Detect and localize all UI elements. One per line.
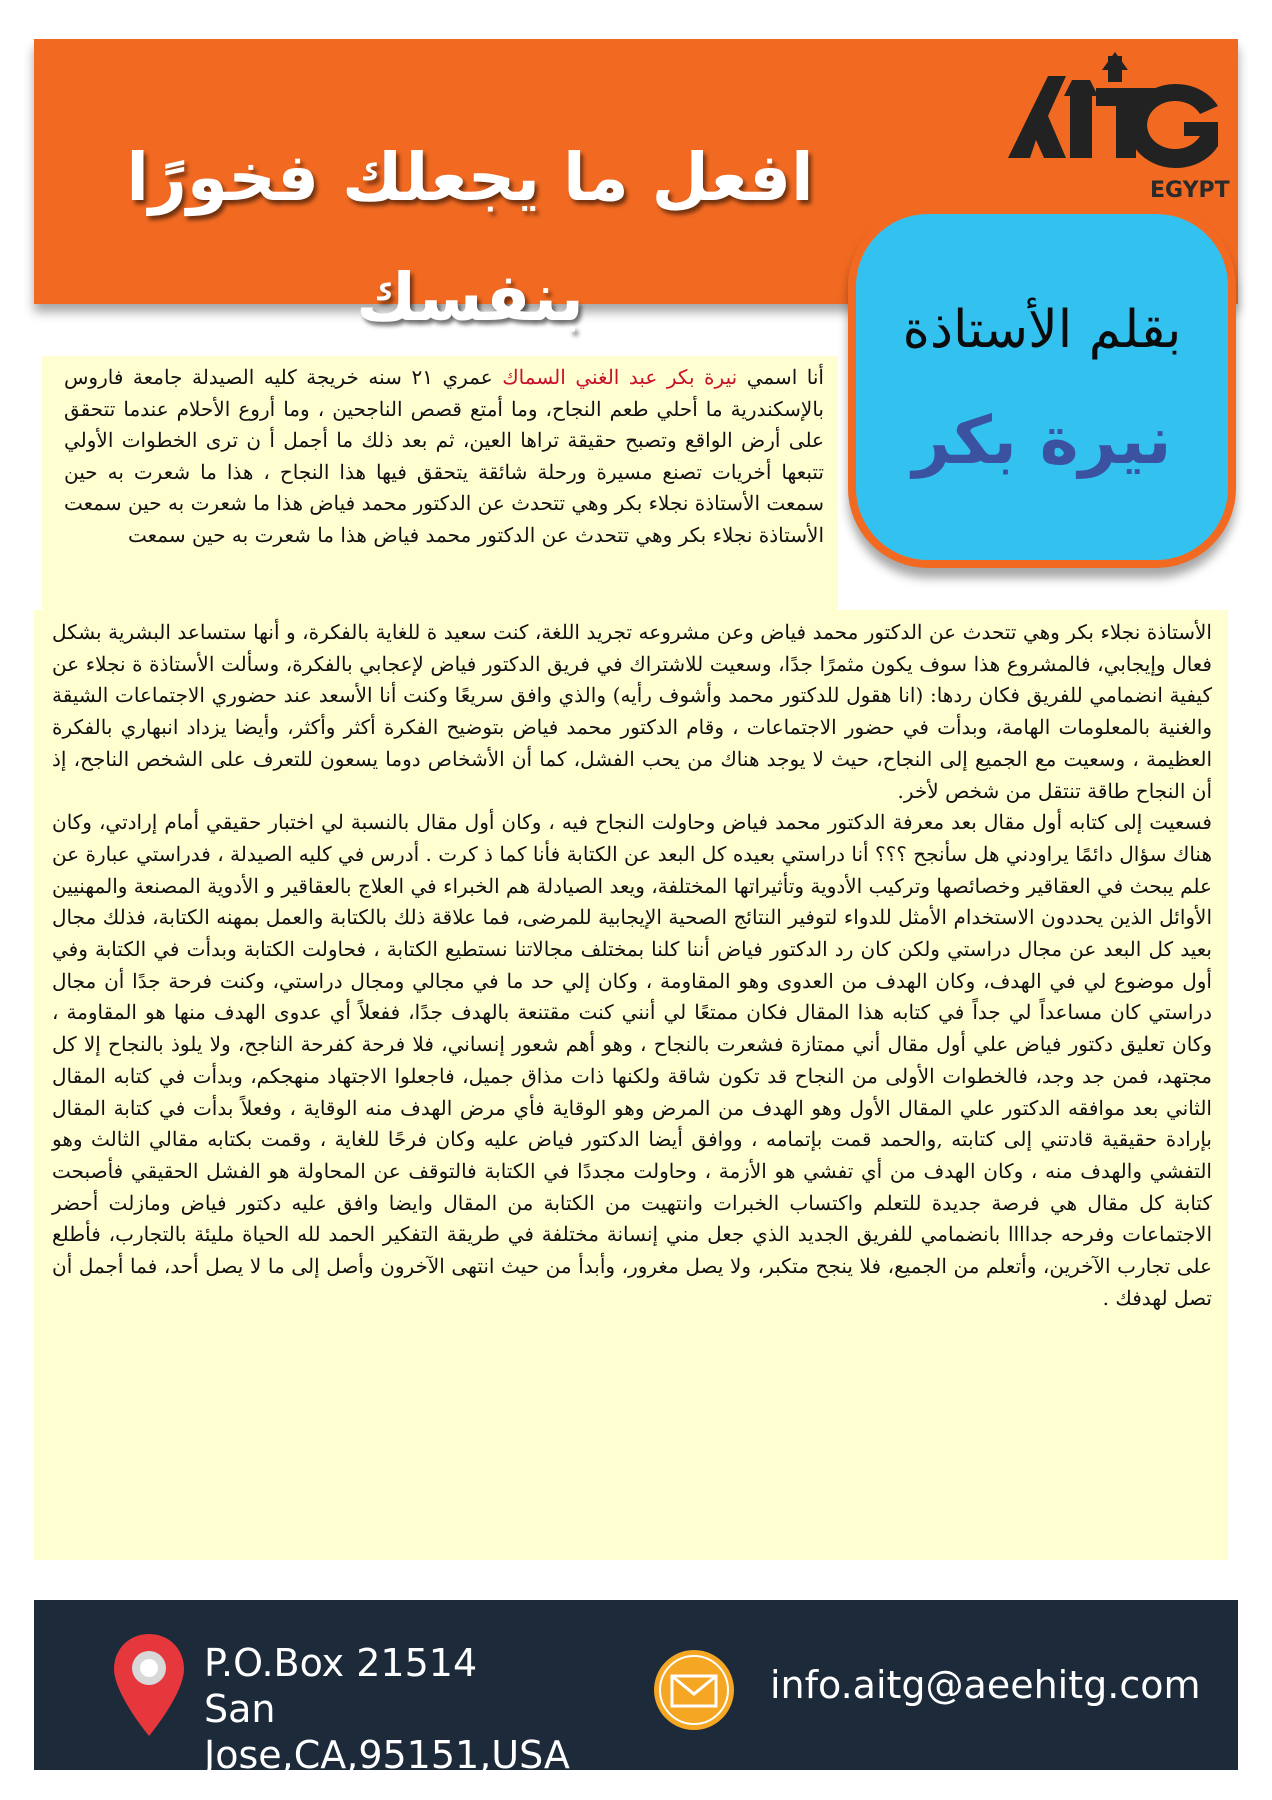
author-label: بقلم الأستاذة xyxy=(902,300,1182,360)
email-link[interactable]: info.aitg@aeehitg.com xyxy=(770,1663,1201,1707)
page-title: افعل ما يجعلك فخورًا بنفسك xyxy=(126,139,814,336)
article-body xyxy=(52,617,1212,1314)
intro-paragraph xyxy=(64,362,824,551)
article-paragraph-1: الأستاذة نجلاء بكر وهي تتحدث عن الدكتور محمد فياض وعن مشروعه تجريد اللغة، كنت سعيد ة للغاية بالفكرة، و أنها ستساعد البشرية بشكل فعال وإيجابي، فالمشروع هذا سوف يكون مثمرًا جدًا، وسعيت للاشتراك في فريق الدكتور فياض لإعجابي بالفكرة، وسألت الأستاذة ة نجلاء عن كيفية انضمامي للفريق فكان ردها: (انا هقول للدكتور محمد وأشوف رأيه) والذي وافق سريعًا وكنت أنا الأسعد عند حضوري الاجتماعات الشيقة والغنية بالمعلومات الهامة، وبدأت في حضور الاجتماعات ، وقام الدكتور محمد فياض بتوضيح الفكرة أكثر وأكثر، وأيضا يزداد انبهاري بالفكرة العظيمة ، وسعيت مع الجميع إلى النجاح، حيث لا يوجد هناك من يحب الفشل، كما أن الأشخاص دوما يسعون للتعرف على الشخص الناجح، إذ أن النجاح طاقة تنتقل من شخص لأخر. xyxy=(52,620,1212,803)
article-paragraph-2: فسعيت إلى كتابه أول مقال بعد معرفة الدكتور محمد فياض وحاولت النجاح فيه ، وكان أول مقال بالنسبة لي اختبار حقيقي أمام إرادتي، وكان هناك سؤال دائمًا يراودني هل سأنجح ؟؟؟ أنا دراستي بعيده كل البعد عن الكتابة فأنا كما ذ كرت . أدرس في كليه الصيدلة ، فدراستي عبارة عن علم يبحث في العقاقير وخصائصها وتركيب الأدوية وتأثيراتها المختلفة، ويعد الصيادلة هم الخبراء في العلاج بالعقاقير و الأدوية المصنعة والمهنيين الأوائل الذين يحددون الاستخدام الأمثل للدواء لتوفير النتائج الصحية الإيجابية للمرضى، فما علاقة ذلك بالكتابة والعمل بمهنه الكتابة، فذلك مجال بعيد كل البعد عن مجال دراستي ولكن كان رد الدكتور فياض أننا كلنا بمختلف مجالاتنا نستطيع الكتابة ، فحاولت الكتابة وبدأت في الكتابة وفي أول موضوع لي في الهدف، وكان الهدف من العدوى وهو المقاومة ، وكان إلي حد ما في مجالي ومجال دراستي، وكنت فرحة جدًا أن مجال دراستي كان مساعداً لي جداً في كتابه هذا المقال فكان ممتعًا لي أنني كنت مقتنعة بالهدف جدًا، ففعلاً أي عدوى الهدف منها هو المقاومة ، وكان تعليق دكتور فياض علي أول مقال أني ممتازة فشعرت بالنجاح ، وهو أهم شعور إنساني، فلا فرحة كفرحة الناجح، ولا يلوذ بالنجاح إلا كل مجتهد، فمن جد وجد، فالخطوات الأولى من النجاح قد تكون شاقة ولكنها ذات مذاق جميل، فاجعلوا الاجتهاد منهجكم، وبدأت في كتابه المقال الثاني بعد موافقه الدكتور علي المقال الأول وهو الهدف من المرض وهو الوقاية فأي مرض الهدف منه الوقاية ، وفعلاً بدأت في كتابة المقال بإرادة حقيقية قادتني إلى كتابته ,والحمد قمت بإتمامه ، ووافق أيضا الدكتور فياض عليه وكان فرحًا للغاية ، وقمت بكتابه مقالي الثالث وهو التفشي والهدف منه ، وكان الهدف من أي تفشي هو الأزمة ، وحاولت مجددًا في الكتابة فالتوقف عن المحاولة هو الفشل الحقيقي فأصبحت كتابة كل مقال هي فرصة جديدة للتعلم واكتساب الخبرات وانتهيت من الكتابة من المقال وايضا وافق عليه دكتور فياض ومازلت أحضر الاجتماعات وفرحه جداااا بانضمامي للفريق الجديد الذي جعل مني إنسانة مختلفة في طريقة التفكير الحمد لله الحياة مليئة بالتجارب، فأطلع على تجارب الآخرين، وأتعلم من الجميع، فلا ينجح متكبر، ولا يصل مغرور، وأبدأ من حيث انتهى الآخرون وأصل إلى ما لا يصل أحد، فما أجمل أن تصل لهدفك . xyxy=(52,810,1212,1310)
author-box xyxy=(848,206,1236,568)
address-line-2: San Jose,CA,95151,USA xyxy=(204,1687,570,1777)
author-full-name: نيرة بكر عبد الغني السماك xyxy=(502,365,738,389)
intro-text-rest: عمري ٢١ سنه خريجة كليه الصيدلة جامعة فاروس بالإسكندرية ما أحلي طعم النجاح، وما أمتع قصص الناجحين ، وما أروع الأحلام عندما تتحقق على أرض الواقع وتصبح حقيقة تراها العين، ثم بعد ذلك ما أجمل أ ن ترى الخطوات الأولي تتبعها أخريات تصنع مسيرة ورحلة شائقة يتحقق فيها هذا النجاح ، هذا ما شعرت به حين سمعت الأستاذة نجلاء بكر وهي تتحدث عن الدكتور محمد فياض هذا ما شعرت به حين سمعت الأستاذة نجلاء بكر وهي تتحدث عن الدكتور محمد فياض هذا ما شعرت به حين سمعت xyxy=(64,365,824,547)
mail-icon xyxy=(652,1648,736,1732)
intro-text-start: أنا اسمي xyxy=(737,365,824,389)
location-pin-icon xyxy=(112,1632,186,1738)
postal-address xyxy=(204,1640,624,1778)
logo-subtitle: EGYPT xyxy=(1150,178,1230,203)
author-name: نيرة بكر xyxy=(912,402,1172,479)
address-line-1: P.O.Box 21514 xyxy=(204,1641,478,1685)
